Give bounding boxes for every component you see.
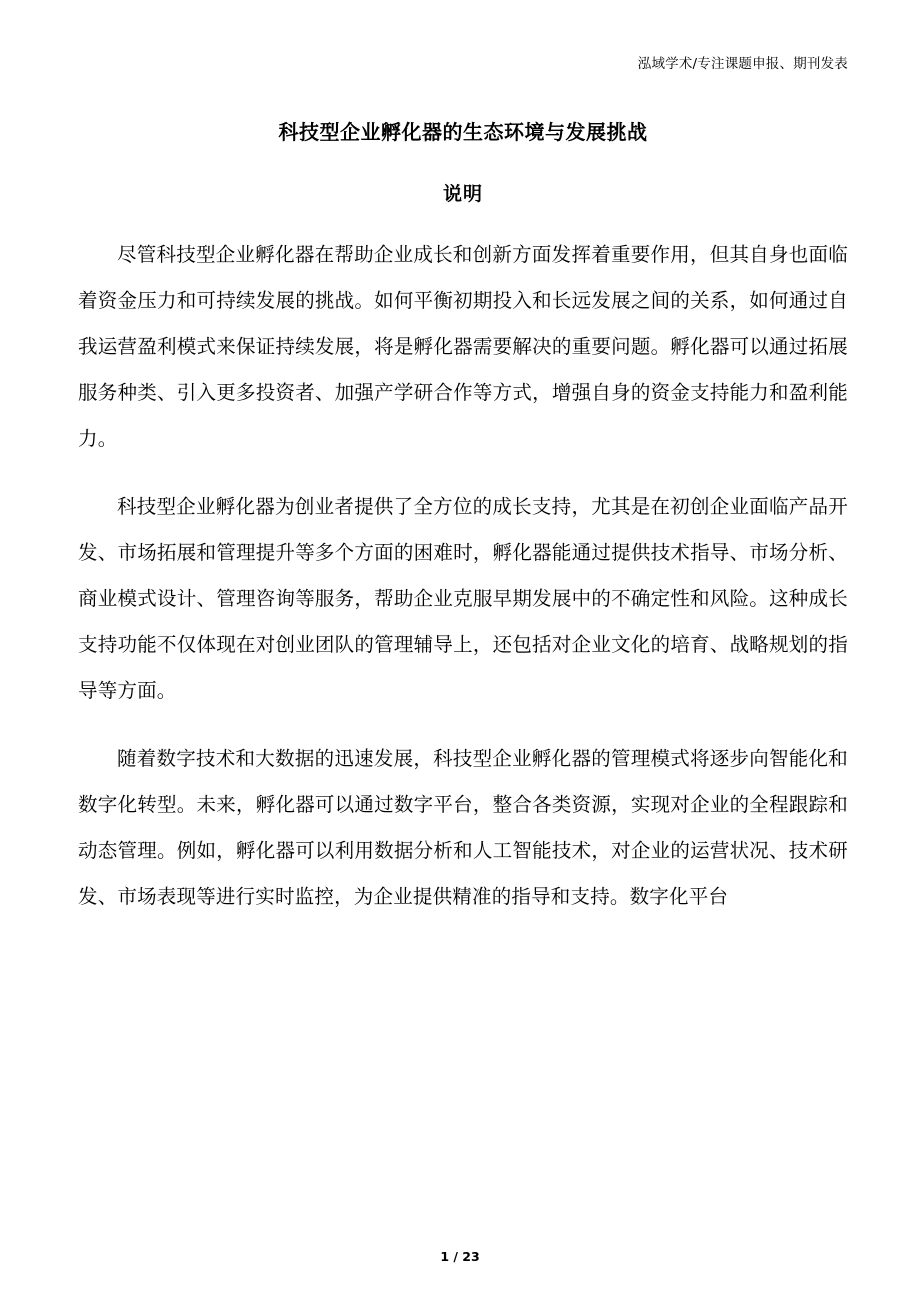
paragraph: 随着数字技术和大数据的迅速发展，科技型企业孵化器的管理模式将逐步向智能化和数字化转型。未来，孵化器可以通过数字平台，整合各类资源，实现对企业的全程跟踪和动态管理。例如，孵化器可以利用数据分析和人工智能技术，对企业的运营状况、技术研发、市场表现等进行实时监控，为企业提供精准的指导和支持。数字化平台	[78, 747, 848, 908]
paragraph: 尽管科技型企业孵化器在帮助企业成长和创新方面发挥着重要作用，但其自身也面临着资金压力和可持续发展的挑战。如何平衡初期投入和长远发展之间的关系，如何通过自我运营盈利模式来保证持续发展，将是孵化器需要解决的重要问题。孵化器可以通过拓展服务种类、引入更多投资者、加强产学研合作等方式，增强自身的资金支持能力和盈利能力。	[78, 243, 848, 450]
page-title: 科技型企业孵化器的生态环境与发展挑战	[278, 120, 648, 144]
paragraph: 科技型企业孵化器为创业者提供了全方位的成长支持，尤其是在初创企业面临产品开发、市场拓展和管理提升等多个方面的困难时，孵化器能通过提供技术指导、市场分析、商业模式设计、管理咨询等服务，帮助企业克服早期发展中的不确定性和风险。这种成长支持功能不仅体现在对创业团队的管理辅导上，还包括对企业文化的培育、战略规划的指导等方面。	[78, 495, 848, 702]
document-body	[78, 110, 848, 940]
section-heading: 说明	[442, 183, 483, 205]
page-number: 1 / 23	[440, 1249, 480, 1264]
page-header-brand: 泓域学术/专注课题申报、期刊发表	[637, 56, 848, 72]
